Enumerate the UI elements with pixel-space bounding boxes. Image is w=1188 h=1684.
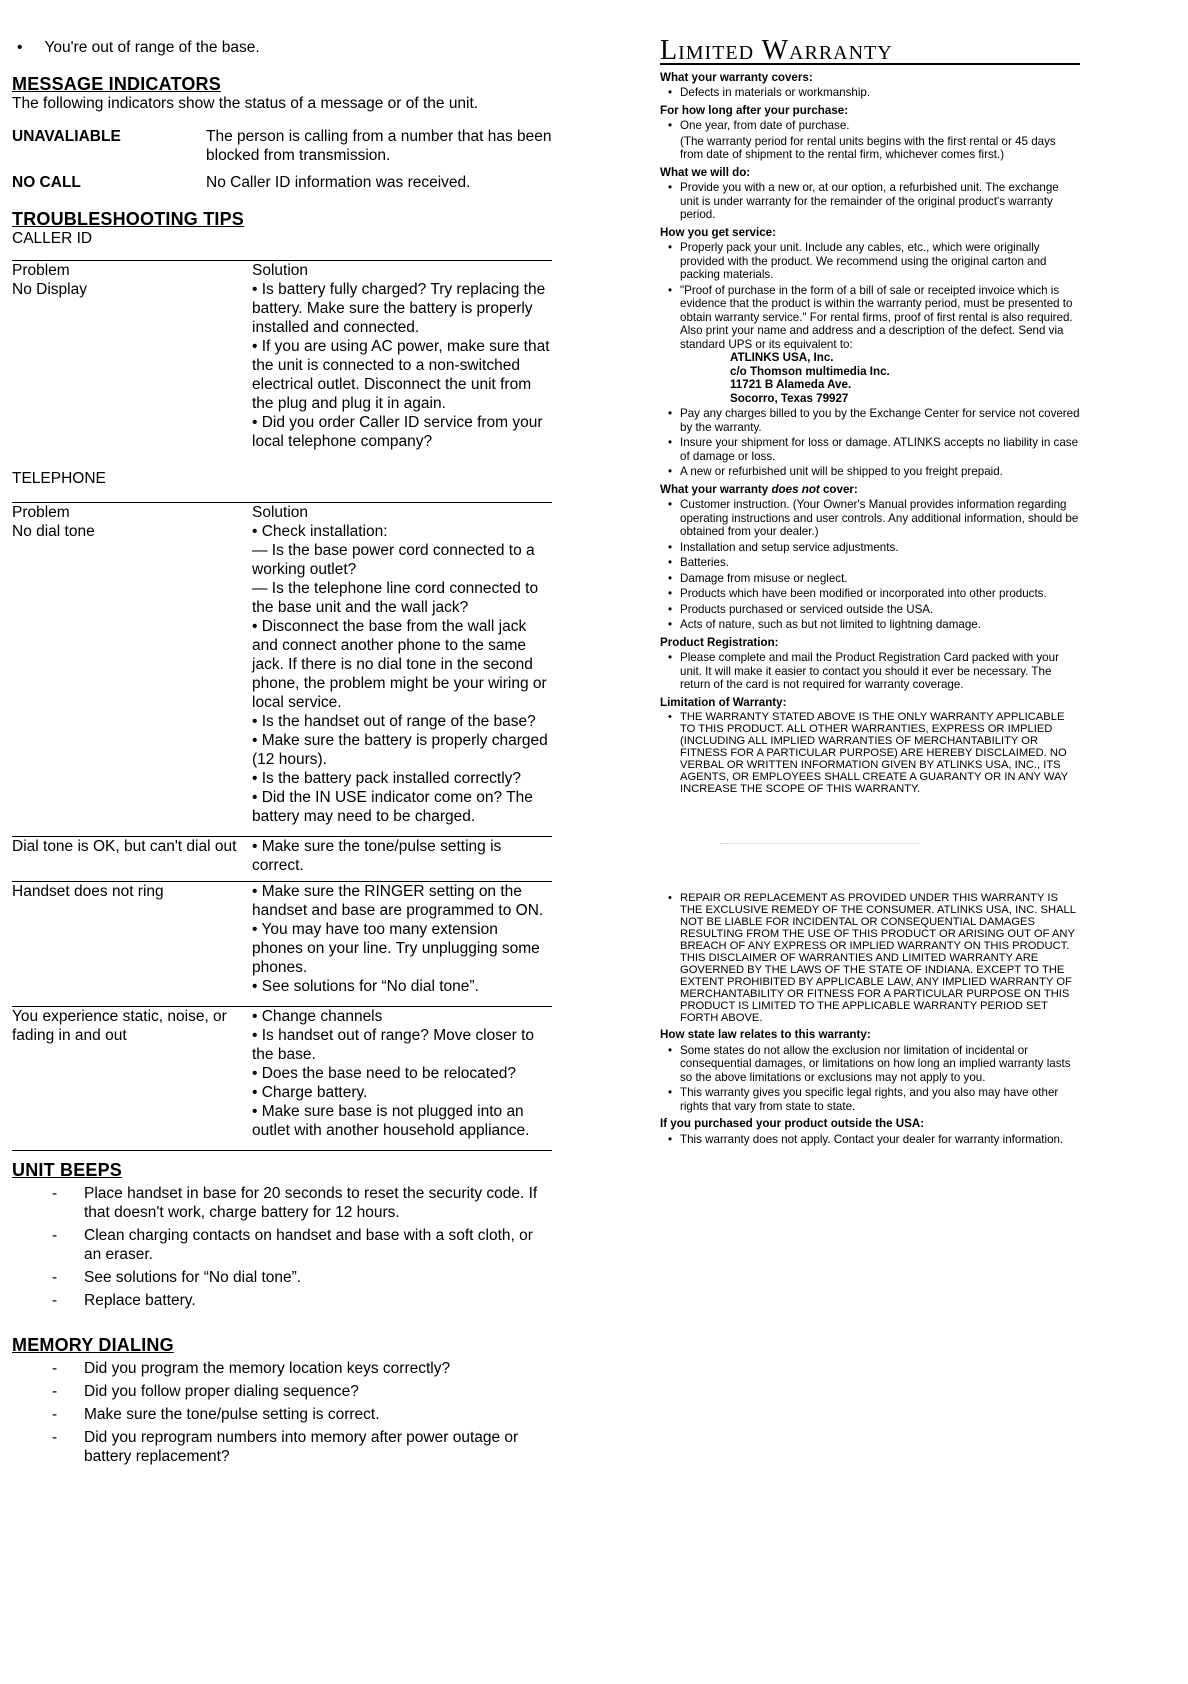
caller-id-label: CALLER ID (12, 230, 93, 247)
section-heading: If you purchased your product outside the USA: (660, 1117, 925, 1130)
solution-line: • Charge battery. (252, 1084, 368, 1101)
solution-line: • Did the IN USE indicator come on? The battery may need to be charged. (252, 789, 533, 825)
section-heading: Limitation of Warranty: (660, 695, 787, 709)
address-line: 11721 B Alameda Ave. (730, 378, 852, 391)
list-item: • Defects in materials or workmanship. (667, 86, 871, 99)
list-note: (The warranty period for rental units begins with the first rental or 45 days from date of shipment to the rental firm, whichever comes first.) (680, 134, 1056, 161)
message-indicators-heading: MESSAGE INDICATORS (12, 74, 221, 94)
address-line: Socorro, Texas 79927 (730, 391, 849, 405)
list-item: • Customer instruction. (Your Owner's Manual provides information regarding operating instructions and user controls. Any additional information, should be obtained from your dealer.) (667, 498, 1079, 538)
unit-beeps-heading: UNIT BEEPS (12, 1160, 123, 1180)
solution-line: • Make sure the tone/pulse setting is correct. (252, 838, 502, 874)
ts-table-caller-id (12, 261, 552, 451)
troubleshooting-heading: TROUBLESHOOTING TIPS (12, 209, 245, 229)
list-item: • Acts of nature, such as but not limited to lightning damage. (667, 618, 981, 631)
section-heading: For how long after your purchase: (660, 103, 849, 117)
left-column (12, 38, 552, 1466)
solution-line: • Disconnect the base from the wall jack and connect another phone to the same jack. If there is no dial tone in the second phone, the problem might be your wiring or local service. (252, 618, 547, 711)
problem-header: Problem (12, 262, 70, 279)
telephone-label: TELEPHONE (12, 470, 106, 487)
solution-cell (252, 1007, 552, 1140)
problem-text: No dial tone (12, 523, 95, 540)
list-item: - Did you reprogram numbers into memory after power outage or battery replacement? (52, 1429, 519, 1465)
list-item: • Properly pack your unit. Include any cables, etc., which were originally provided with the product. We recommend using the original carton and packing materials. (667, 241, 1047, 281)
list-item: • Some states do not allow the exclusion nor limitation of incidental or consequential damages, or limitations on how long an implied warranty lasts so the above limitations or exclusions may not apply to you. (667, 1043, 1071, 1084)
list-item: • Pay any charges billed to you by the Exchange Center for service not covered by the warranty. (667, 407, 1080, 434)
solution-line: • You may have too many extension phones on your line. Try unplugging some phones. (252, 921, 540, 976)
address-line: c/o Thomson multimedia Inc. (730, 364, 890, 378)
list-item: - Place handset in base for 20 seconds to reset the security code. If that doesn't work, charge battery for 12 hours. (52, 1185, 538, 1221)
ts-table-telephone-4 (12, 1007, 552, 1140)
indicator-value: The person is calling from a number that has been blocked from transmission. (206, 128, 552, 164)
problem-text: You experience static, noise, or fading in and out (12, 1008, 227, 1044)
list-item: - Clean charging contacts on handset and base with a soft cloth, or an eraser. (52, 1227, 533, 1263)
problem-text: Dial tone is OK, but can't dial out (12, 838, 237, 855)
solution-line: — Is the base power cord connected to a working outlet? (252, 542, 535, 578)
solution-header: Solution (252, 262, 309, 279)
list-item: • One year, from date of purchase. (667, 119, 850, 132)
solution-cell (252, 503, 552, 826)
solution-line: • Change channels (252, 1008, 383, 1025)
problem-cell (12, 503, 252, 826)
message-indicators-description: The following indicators show the status of a message or of the unit. (12, 95, 479, 112)
ts-table-telephone-1 (12, 503, 552, 826)
list-item: • THE WARRANTY STATED ABOVE IS THE ONLY WARRANTY APPLICABLE TO THIS PRODUCT. ALL OTHER WARRANTIES, EXPRESS OR IMPLIED (INCLUDING ALL IMPLIED WARRANTIES OF MERCHANTABILITY OR FITNESS FOR A PARTICULAR PURPOSE) ARE HEREBY DISCLAIMED. NO VERBAL OR WRITTEN INFORMATION GIVEN BY ATLINKS USA, INC., ITS AGENTS, OR EMPLOYEES SHALL CREATE A GUARANTY OR IN ANY WAY INCREASE THE SCOPE OF THIS WARRANTY. (668, 711, 1068, 795)
list-item: - See solutions for “No dial tone”. (52, 1269, 302, 1286)
problem-text: No Display (12, 281, 87, 298)
memory-dialing-heading: MEMORY DIALING (12, 1335, 174, 1355)
section-heading: What your warranty covers: (660, 70, 813, 84)
list-item: • Damage from misuse or neglect. (667, 571, 848, 585)
solution-line: • Check installation: (252, 523, 388, 540)
section-heading: How state law relates to this warranty: (660, 1028, 871, 1041)
solution-cell (252, 882, 552, 996)
list-item: • Products purchased or serviced outside the USA. (667, 602, 934, 616)
section-heading: How you get service: (660, 225, 776, 239)
ts-table-telephone-2 (12, 837, 552, 875)
list-item: - Make sure the tone/pulse setting is correct. (52, 1406, 380, 1423)
solution-line: • Does the base need to be relocated? (252, 1065, 516, 1082)
list-item: • Batteries. (667, 556, 729, 569)
solution-cell (252, 261, 552, 451)
section-heading: Product Registration: (660, 635, 779, 649)
indicator-key: NO CALL (12, 174, 81, 191)
solution-line: — Is the telephone line cord connected to the base unit and the wall jack? (252, 580, 539, 616)
table-rule (12, 1150, 552, 1151)
solution-line: • If you are using AC power, make sure that the unit is connected to a non-switched electrical outlet. Disconnect the unit from the plug and plug it in again. (252, 338, 550, 412)
solution-header: Solution (252, 504, 309, 521)
indicator-key: UNAVALIABLE (12, 128, 121, 145)
solution-line: • Make sure the battery is properly charged (12 hours). (252, 732, 548, 768)
indicator-table (12, 127, 552, 192)
list-item: • Provide you with a new or, at our option, a refurbished unit. The exchange unit is under warranty for the remainder of the original product's warranty period. (667, 181, 1059, 221)
ts-table-telephone-3 (12, 882, 552, 996)
list-item: - Did you follow proper dialing sequence? (52, 1383, 359, 1400)
list-item: • REPAIR OR REPLACEMENT AS PROVIDED UNDER THIS WARRANTY IS THE EXCLUSIVE REMEDY OF THE CONSUMER. ATLINKS USA, INC. SHALL NOT BE LIABLE FOR INCIDENTAL OR CONSEQUENTIAL DAMAGES RESULTING FROM THE USE OF THIS PRODUCT OR ARISING OUT OF ANY BREACH OF ANY EXPRESS OR IMPLIED WARRANTY ON THIS PRODUCT. THIS DISCLAIMER OF WARRANTIES AND LIMITED WARRANTY ARE GOVERNED BY THE LAWS OF THE STATE OF INDIANA. EXCEPT TO THE EXTENT PROHIBITED BY APPLICABLE LAW, ANY IMPLIED WARRANTY OF MERCHANTABILITY OR FITNESS FOR A PARTICULAR PURPOSE ON THIS PRODUCT IS LIMITED TO THE APPLICABLE WARRANTY PERIOD SET FORTH ABOVE. (668, 892, 1076, 1024)
scan-smudge (720, 823, 920, 844)
right-column (660, 35, 1080, 1146)
list-item: • This warranty does not apply. Contact your dealer for warranty information. (667, 1132, 1064, 1146)
section-heading: What your warranty does not cover: (660, 482, 858, 496)
problem-cell (12, 261, 252, 451)
problem-text: Handset does not ring (12, 883, 164, 900)
list-item: • "Proof of purchase in the form of a bill of sale or receipted invoice which is evidence that the product is within the warranty period, must be presented to obtain warranty service." For rental firms, proof of first rental is also required. Also print your name and address and a description of the defect. Send via standard UPS or its equivalent to: (667, 283, 1073, 351)
solution-line: • Make sure the RINGER setting on the handset and base are programmed to ON. (252, 883, 544, 919)
solution-line: • Did you order Caller ID service from your local telephone company? (252, 414, 543, 450)
solution-line: • Make sure base is not plugged into an outlet with another household appliance. (252, 1103, 530, 1139)
solution-line: • Is the handset out of range of the base? (252, 713, 536, 730)
address-line: ATLINKS USA, Inc. (730, 351, 834, 364)
solution-line: • See solutions for “No dial tone”. (252, 978, 479, 995)
list-item: - Replace battery. (52, 1292, 196, 1309)
solution-line: • Is the battery pack installed correctly? (252, 770, 522, 787)
list-item: - Did you program the memory location keys correctly? (52, 1360, 451, 1377)
solution-line: • Is handset out of range? Move closer to the base. (252, 1027, 535, 1063)
warranty-title: LIMITED WARRANTY (660, 35, 893, 66)
solution-line: • Is battery fully charged? Try replacing the battery. Make sure the battery is properly installed and connected. (252, 281, 546, 336)
list-item: • A new or refurbished unit will be shipped to you freight prepaid. (667, 465, 1003, 478)
bullet-dot: • (17, 39, 23, 56)
problem-header: Problem (12, 504, 70, 521)
list-item: • Installation and setup service adjustments. (667, 540, 899, 554)
intro-bullet: • You're out of range of the base. (17, 39, 260, 56)
indicator-value: No Caller ID information was received. (206, 174, 471, 191)
section-heading: What we will do: (660, 165, 751, 179)
list-item: • Insure your shipment for loss or damage. ATLINKS accepts no liability in case of damage or loss. (667, 436, 1079, 463)
list-item: • This warranty gives you specific legal rights, and you also may have other rights that vary from state to state. (667, 1086, 1059, 1113)
list-item: • Products which have been modified or incorporated into other products. (667, 587, 1047, 600)
list-item: • Please complete and mail the Product Registration Card packed with your unit. It will make it easier to contact you should it ever be necessary. The return of the card is not required for warranty coverage. (667, 651, 1059, 691)
